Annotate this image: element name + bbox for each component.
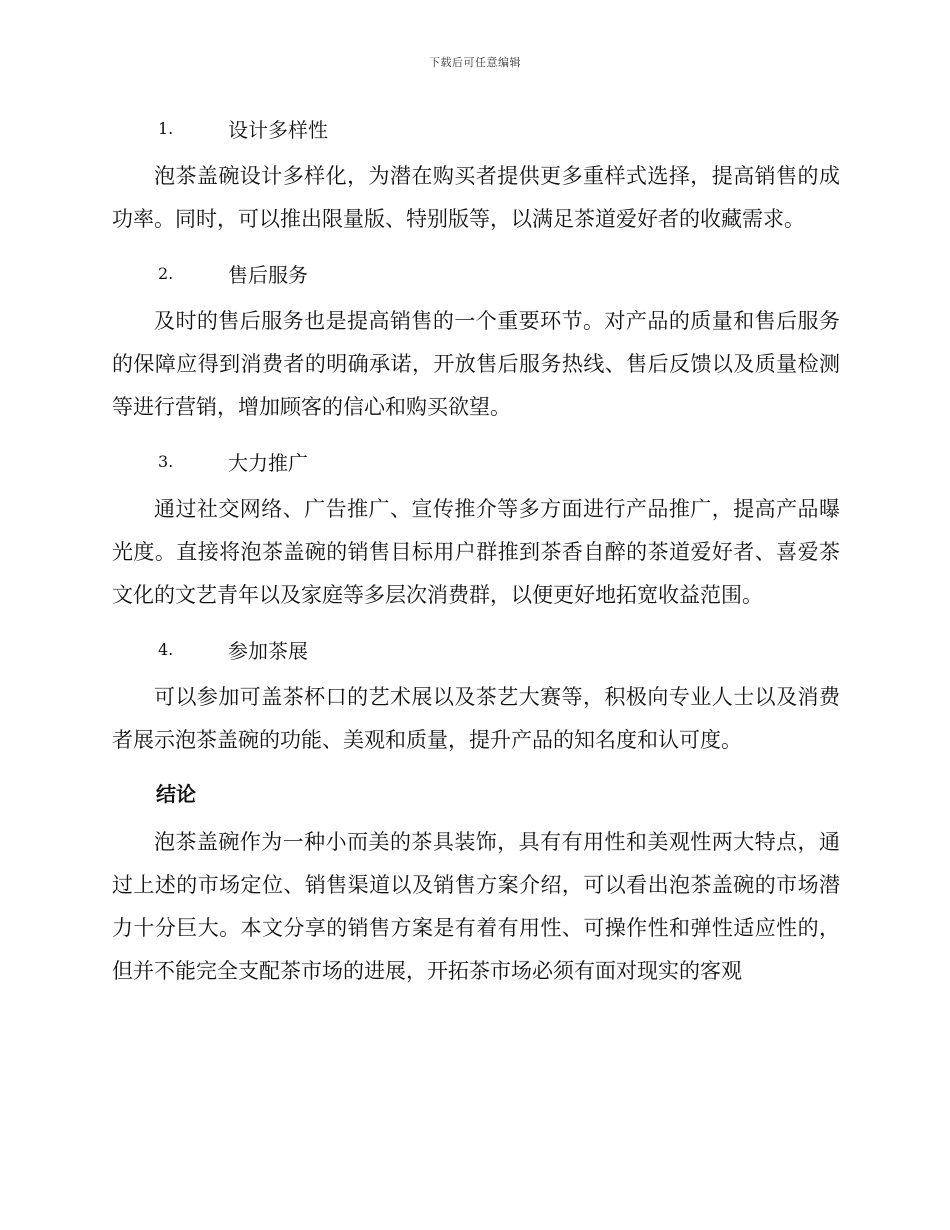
- list-item-title: 参加茶展: [228, 638, 308, 663]
- body-paragraph: 泡茶盖碗设计多样化，为潜在购买者提供更多重样式选择，提高销售的成功率。同时，可以推出限量版、特别版等，以满足茶道爱好者的收藏需求。: [112, 164, 840, 231]
- body-paragraph: 及时的售后服务也是提高销售的一个重要环节。对产品的质量和售后服务的保障应得到消费者的明确承诺，开放售后服务热线、售后反馈以及质量检测等进行营销，增加顾客的信心和购买欲望。: [112, 309, 840, 419]
- list-item-number: 2.: [158, 263, 174, 283]
- body-paragraph: 通过社交网络、广告推广、宣传推介等多方面进行产品推广，提高产品曝光度。直接将泡茶盖碗的销售目标用户群推到茶香自醉的茶道爱好者、喜爱茶文化的文艺青年以及家庭等多层次消费群，以便更好地拓宽收益范围。: [112, 497, 840, 607]
- document-body: [112, 108, 840, 993]
- body-paragraph: 可以参加可盖茶杯口的艺术展以及茶艺大赛等，积极向专业人士以及消费者展示泡茶盖碗的功能、美观和质量，提升产品的知名度和认可度。: [112, 685, 840, 752]
- page-header: 下载后可任意编辑: [429, 56, 521, 69]
- list-item-heading: [112, 441, 840, 481]
- list-item-heading: [112, 253, 840, 293]
- list-item-heading: [112, 629, 840, 669]
- list-item-title: 大力推广: [228, 450, 308, 475]
- list-item-title: 售后服务: [228, 262, 308, 287]
- list-item-heading: [112, 108, 840, 148]
- list-item-number: 1.: [158, 118, 174, 138]
- list-item-number: 4.: [158, 639, 174, 659]
- section-heading-conclusion: 结论: [156, 782, 196, 806]
- conclusion-paragraph: 泡茶盖碗作为一种小而美的茶具装饰，具有有用性和美观性两大特点，通过上述的市场定位、销售渠道以及销售方案介绍，可以看出泡茶盖碗的市场潜力十分巨大。本文分享的销售方案是有着有用性、可操作性和弹性适应性的，但并不能完全支配茶市场的进展，开拓茶市场必须有面对现实的客观: [112, 830, 840, 983]
- list-item-number: 3.: [158, 451, 174, 471]
- list-item-title: 设计多样性: [228, 117, 328, 142]
